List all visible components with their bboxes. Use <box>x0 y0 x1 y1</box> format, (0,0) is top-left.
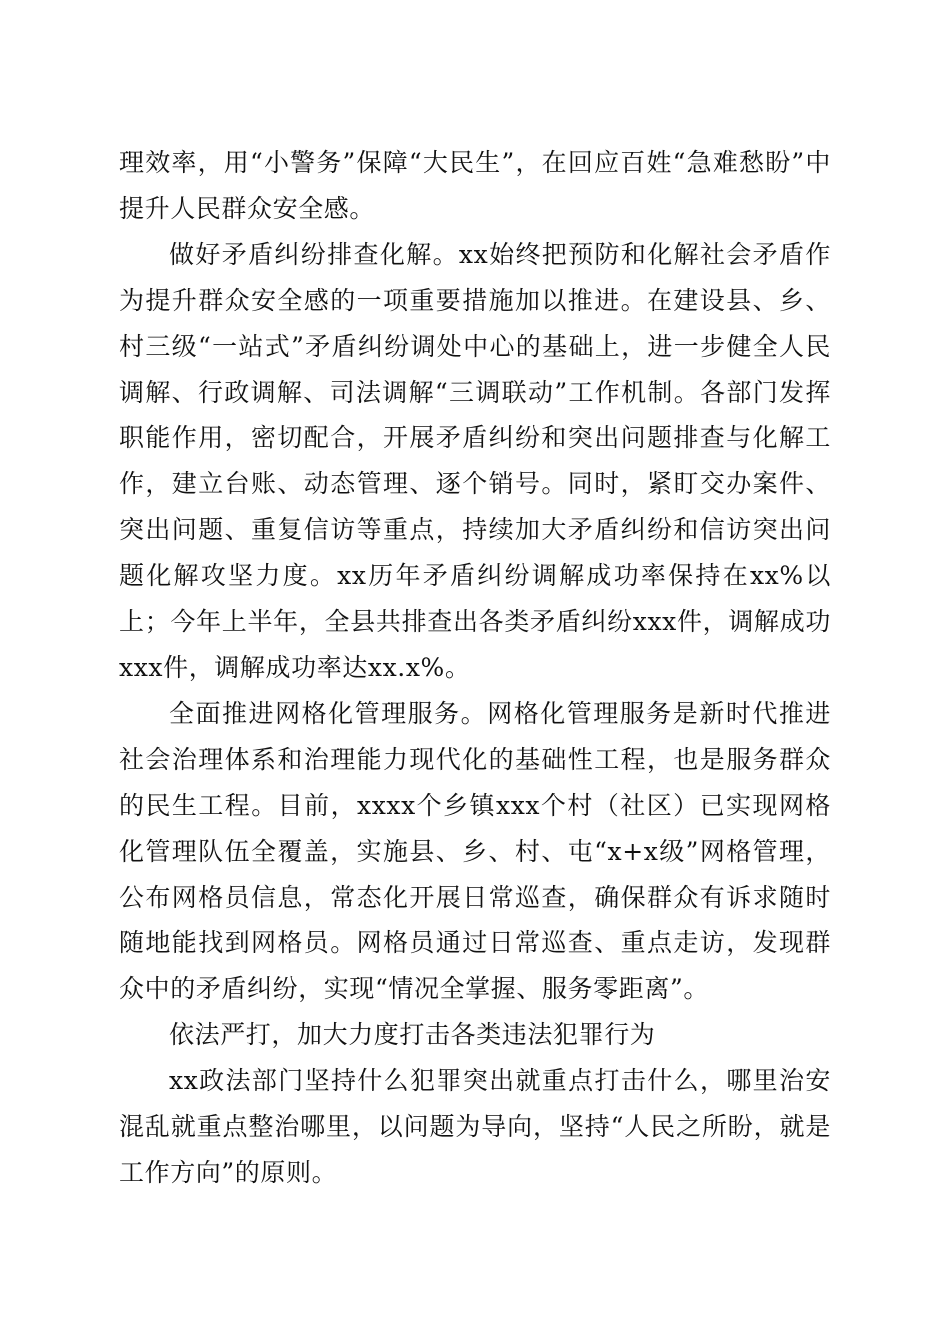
paragraph-dispute-resolution: 做好矛盾纠纷排查化解。xx始终把预防和化解社会矛盾作为提升群众安全感的一项重要措施加以推进。在建设县、乡、村三级“一站式”矛盾纠纷调处中心的基础上，进一步健全人民调解、行政调解、司法调解“三调联动”工作机制。各部门发挥职能作用，密切配合，开展矛盾纠纷和突出问题排查与化解工作，建立台账、动态管理、逐个销号。同时，紧盯交办案件、突出问题、重复信访等重点，持续加大矛盾纠纷和信访突出问题化解攻坚力度。xx历年矛盾纠纷调解成功率保持在xx%以上；今年上半年，全县共排查出各类矛盾纠纷xxx件，调解成功xxx件，调解成功率达xx.x%。 <box>119 239 831 682</box>
paragraph-continued: 理效率，用“小警务”保障“大民生”，在回应百姓“急难愁盼”中提升人民群众安全感。 <box>119 148 831 223</box>
section-heading-crackdown: 依法严打，加大力度打击各类违法犯罪行为 <box>169 1020 656 1050</box>
paragraph-crackdown-principle: xx政法部门坚持什么犯罪突出就重点打击什么，哪里治安混乱就重点整治哪里，以问题为导向，坚持“人民之所盼，就是工作方向”的原则。 <box>119 1066 831 1187</box>
paragraph-grid-management: 全面推进网格化管理服务。网格化管理服务是新时代推进社会治理体系和治理能力现代化的基础性工程，也是服务群众的民生工程。目前，xxxx个乡镇xxx个村（社区）已实现网格化管理队伍全覆盖，实施县、乡、村、屯“x+x级”网格管理，公布网格员信息，常态化开展日常巡查，确保群众有诉求随时随地能找到网格员。网格员通过日常巡查、重点走访，发现群众中的矛盾纠纷，实现“情况全掌握、服务零距离”。 <box>119 698 831 1004</box>
document-body <box>119 140 831 1196</box>
